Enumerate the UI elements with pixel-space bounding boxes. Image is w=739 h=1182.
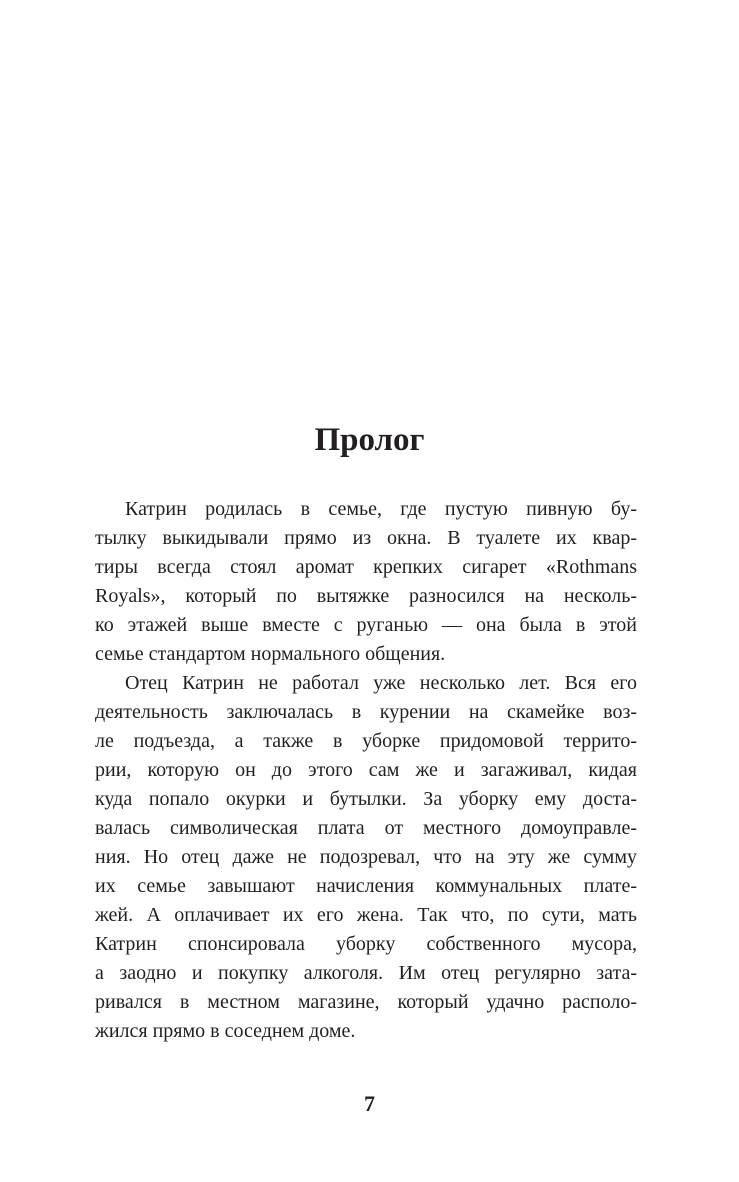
text-line: тиры всегда стоял аромат крепких сигарет «Rothmans: [95, 556, 637, 578]
text-line: ко этажей выше вместе с руганью — она была в этой: [95, 614, 637, 636]
text-line: Катрин спонсировала уборку собственного мусора,: [95, 933, 637, 955]
text-line: семье стандартом нормального общения.: [95, 643, 446, 665]
text-line: валась символическая плата от местного домоуправле-: [95, 817, 637, 839]
chapter-title: Пролог: [314, 422, 425, 458]
page-number: 7: [364, 1091, 375, 1116]
text-line: их семье завышают начисления коммунальных плате-: [95, 875, 637, 897]
paragraph: [95, 669, 637, 1046]
text-line: а заодно и покупку алкоголя. Им отец регулярно зата-: [95, 962, 637, 984]
body-text: [95, 495, 637, 1046]
text-line: ривался в местном магазине, который удачно располо-: [95, 991, 637, 1013]
text-line: рии, которую он до этого сам же и загаживал, кидая: [95, 759, 637, 781]
text-line: Royals», который по вытяжке разносился на несколь-: [95, 585, 637, 607]
text-line: тылку выкидывали прямо из окна. В туалете их квар-: [95, 527, 637, 549]
text-line: Катрин родилась в семье, где пустую пивную бу-: [125, 498, 637, 520]
text-line: куда попало окурки и бутылки. За уборку ему доста-: [95, 788, 637, 810]
paragraph: [95, 495, 637, 669]
text-line: Отец Катрин не работал уже несколько лет. Вся его: [125, 672, 637, 694]
text-line: ния. Но отец даже не подозревал, что на эту же сумму: [95, 846, 637, 868]
text-line: ле подъезда, а также в уборке придомовой террито-: [95, 730, 637, 752]
text-line: жился прямо в соседнем доме.: [95, 1020, 356, 1042]
text-line: деятельность заключалась в курении на скамейке воз-: [95, 701, 637, 723]
text-line: жей. А оплачивает их его жена. Так что, по сути, мать: [95, 904, 637, 926]
